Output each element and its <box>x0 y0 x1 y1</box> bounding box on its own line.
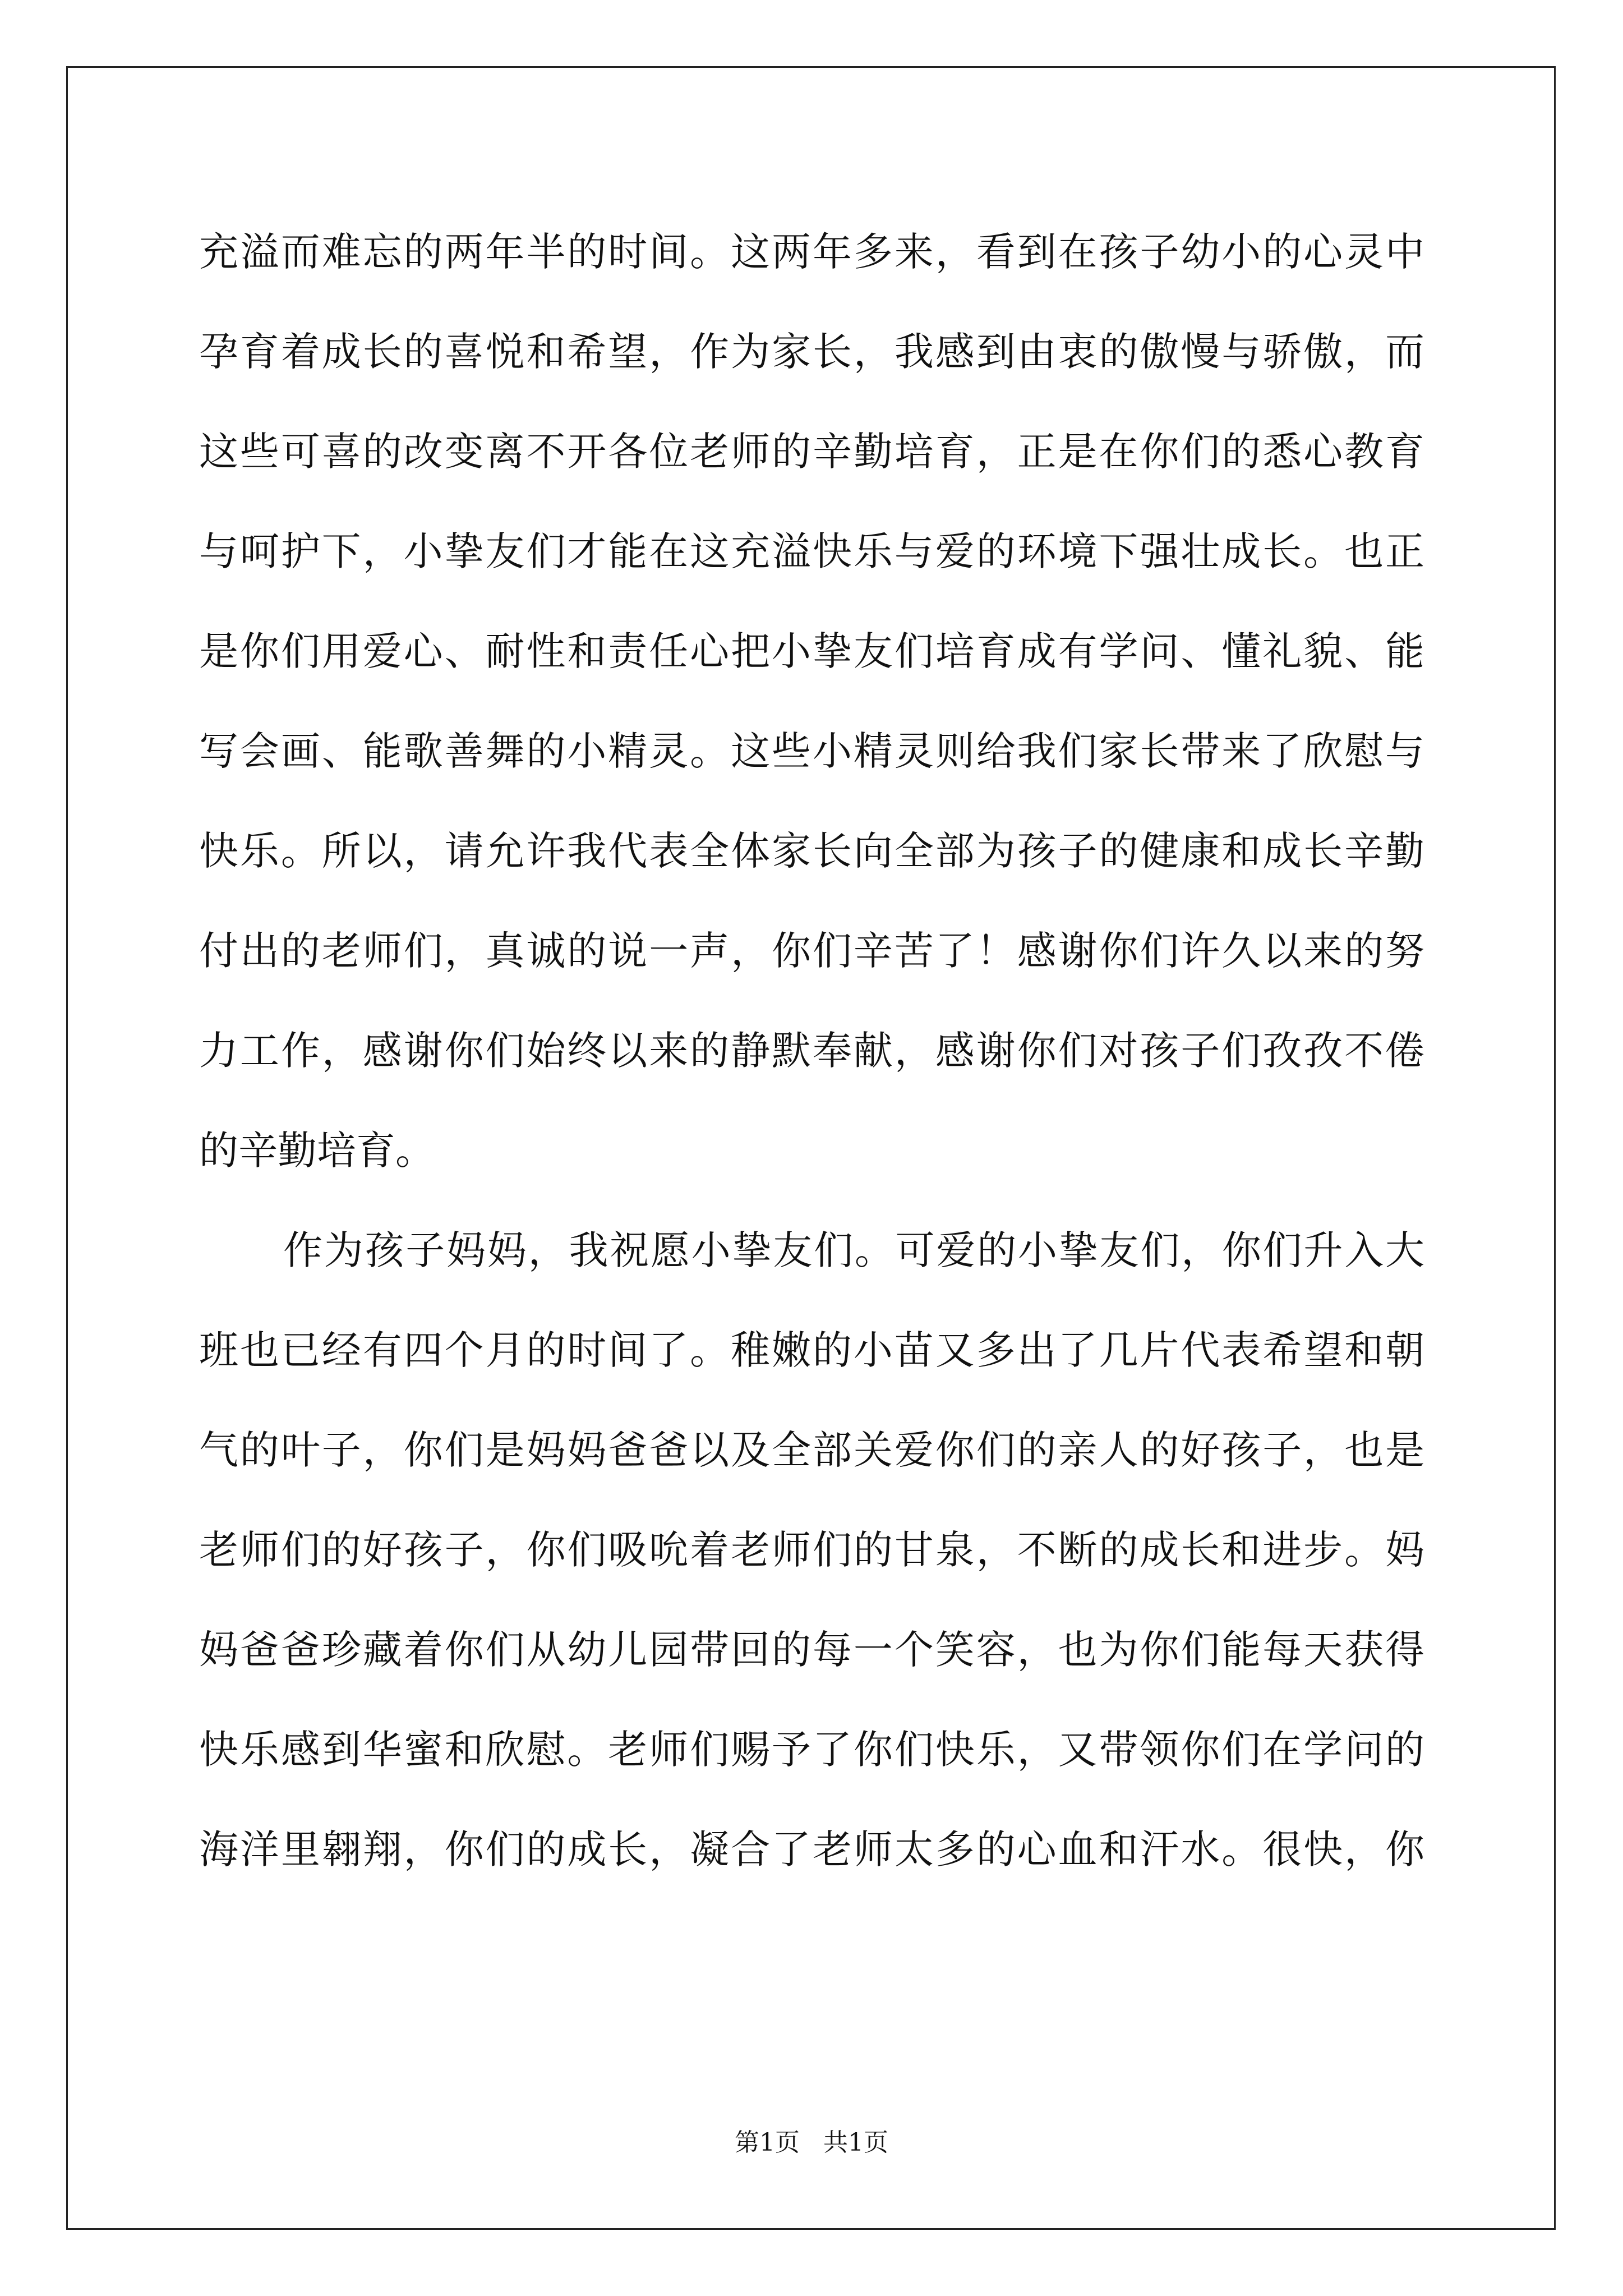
page-footer <box>0 2126 1623 2160</box>
text-line: 快乐。所以，请允许我代表全体家长向全部为孩子的健康和成长辛勤 <box>199 828 1424 874</box>
total-pages: 共1页 <box>823 2128 888 2157</box>
page-number: 第1页 <box>735 2128 800 2157</box>
text-line: 妈爸爸珍藏着你们从幼儿园带回的每一个笑容，也为你们能每天获得 <box>199 1627 1424 1673</box>
text-line: 海洋里翱翔，你们的成长，凝合了老师太多的心血和汗水。很快，你 <box>199 1826 1424 1872</box>
text-line: 写会画、能歌善舞的小精灵。这些小精灵则给我们家长带来了欣慰与 <box>199 728 1424 774</box>
paragraph-1 <box>199 202 1424 1200</box>
text-line: 快乐感到华蜜和欣慰。老师们赐予了你们快乐，又带领你们在学问的 <box>199 1727 1424 1773</box>
text-line: 是你们用爱心、耐性和责任心把小挚友们培育成有学问、懂礼貌、能 <box>199 628 1424 674</box>
text-line: 与呵护下，小挚友们才能在这充溢快乐与爱的环境下强壮成长。也正 <box>199 528 1424 574</box>
text-line: 老师们的好孩子，你们吸吮着老师们的甘泉，不断的成长和进步。妈 <box>199 1527 1424 1573</box>
text-line: 孕育着成长的喜悦和希望，作为家长，我感到由衷的傲慢与骄傲，而 <box>199 329 1424 375</box>
document-body <box>199 202 1424 1899</box>
paragraph-2 <box>199 1200 1424 1899</box>
text-line: 这些可喜的改变离不开各位老师的辛勤培育，正是在你们的悉心教育 <box>199 429 1424 475</box>
text-line: 力工作，感谢你们始终以来的静默奉献，感谢你们对孩子们孜孜不倦 <box>199 1028 1424 1074</box>
text-line: 班也已经有四个月的时间了。稚嫩的小苗又多出了几片代表希望和朝 <box>199 1327 1424 1373</box>
text-line: 付出的老师们，真诚的说一声，你们辛苦了！感谢你们许久以来的努 <box>199 928 1424 974</box>
text-line: 作为孩子妈妈，我祝愿小挚友们。可爱的小挚友们，你们升入大 <box>283 1227 1424 1273</box>
text-line: 气的叶子，你们是妈妈爸爸以及全部关爱你们的亲人的好孩子，也是 <box>199 1427 1424 1473</box>
text-line: 充溢而难忘的两年半的时间。这两年多来，看到在孩子幼小的心灵中 <box>199 229 1424 275</box>
text-line: 的辛勤培育。 <box>199 1128 435 1174</box>
